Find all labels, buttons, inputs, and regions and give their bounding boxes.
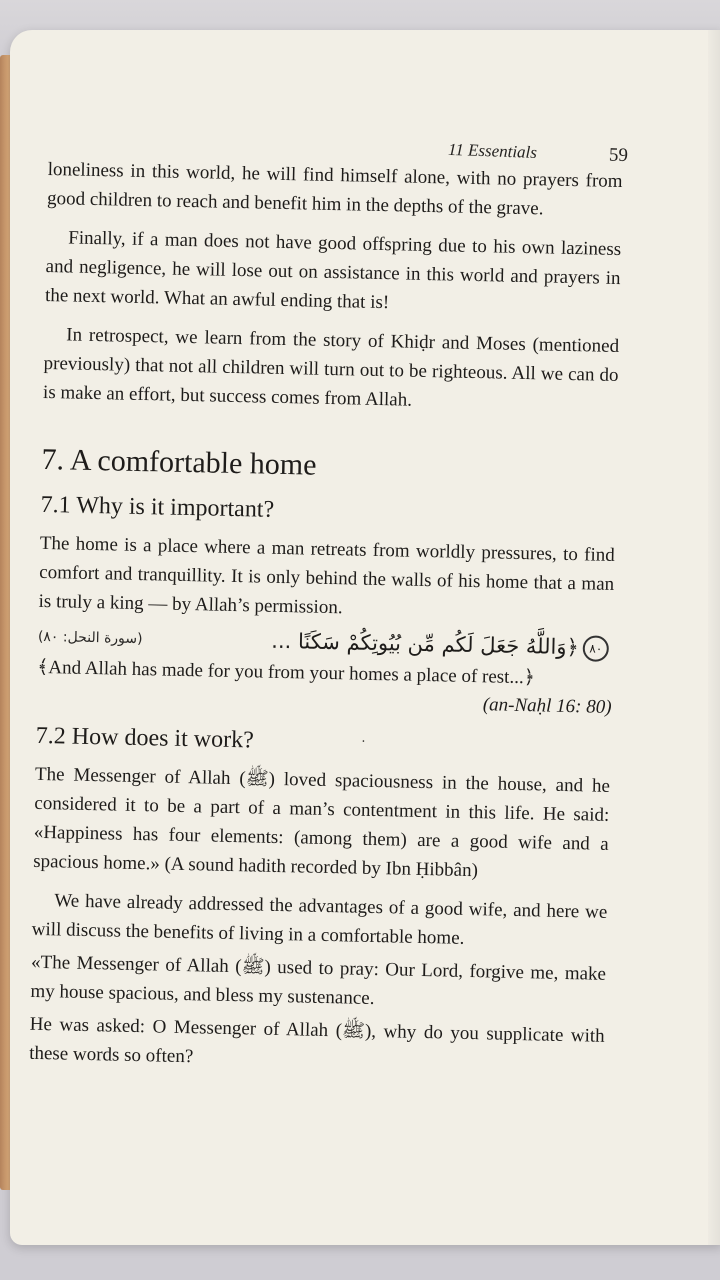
verse-translation: ﴾And Allah has made for you from your homes a place of rest...﴿ bbox=[37, 656, 536, 689]
running-header bbox=[448, 139, 629, 167]
paragraph-retrospect: In retrospect, we learn from the story of Khiḍr and Moses (mentioned previously) that not all children will turn out to be righteous. All we can do is make an effort, but success comes from Allah. bbox=[42, 324, 620, 411]
verse-citation: (an-Naḥl 16: 80) bbox=[482, 694, 612, 718]
page-content bbox=[29, 155, 623, 1080]
verse-number-marker: ٨٠ bbox=[583, 635, 610, 662]
stray-dot: · bbox=[360, 734, 366, 750]
paragraph-advantages: We have already addressed the advantages of a good wife, and here we will discuss the benefits of living in a comfortable home. bbox=[31, 890, 608, 949]
arabic-surah-reference: (سورة النحل: ٨٠) bbox=[37, 628, 143, 648]
arabic-verse bbox=[271, 629, 613, 662]
section-heading: 7. A comfortable home bbox=[41, 442, 317, 482]
page-number: 59 bbox=[608, 144, 629, 167]
paragraph-prayer: «The Messenger of Allah (ﷺ) used to pray: Our Lord, forgive me, make my house spacious, and bless my sustenance. bbox=[30, 951, 607, 1010]
running-title: 11 Essentials bbox=[447, 139, 538, 162]
page-edge bbox=[708, 30, 720, 1245]
paragraph-finally: Finally, if a man does not have good offspring due to his own laziness and negligence, he will lose out on assistance in this world and prayers in the next world. What an awful ending that is! bbox=[44, 227, 622, 314]
paragraph-spaciousness: The Messenger of Allah (ﷺ) loved spaciousness in the house, and he considered it to be a part of a man’s contentment in this life. He said: «Happiness has four elements: (among them) are a good wife and a spacious home.» (A sound hadith recorded by Ibn Ḥibbân) bbox=[32, 763, 611, 882]
subsection-heading-why: 7.1 Why is it important? bbox=[40, 491, 275, 523]
paragraph-asked: He was asked: O Messenger of Allah (ﷺ), why do you supplicate with these words so often? bbox=[28, 1013, 605, 1068]
subsection-heading-wrap bbox=[35, 720, 611, 764]
arabic-verse-text: ﴿وَاللَّهُ جَعَلَ لَكُم مِّن بُيُوتِكُمْ سَكَنًا ... bbox=[271, 628, 580, 660]
subsection-heading-how: 7.2 How does it work? bbox=[35, 722, 255, 754]
paragraph-continued: loneliness in this world, he will find himself alone, with no prayers from good children to reach and benefit him in the depths of the grave. bbox=[46, 158, 623, 220]
paragraph-home: The home is a place where a man retreats from worldly pressures, to find comfort and tranquillity. It is only behind the walls of his home that a man is truly a king — by Allah’s permission. bbox=[38, 532, 615, 619]
book-page bbox=[10, 30, 720, 1245]
